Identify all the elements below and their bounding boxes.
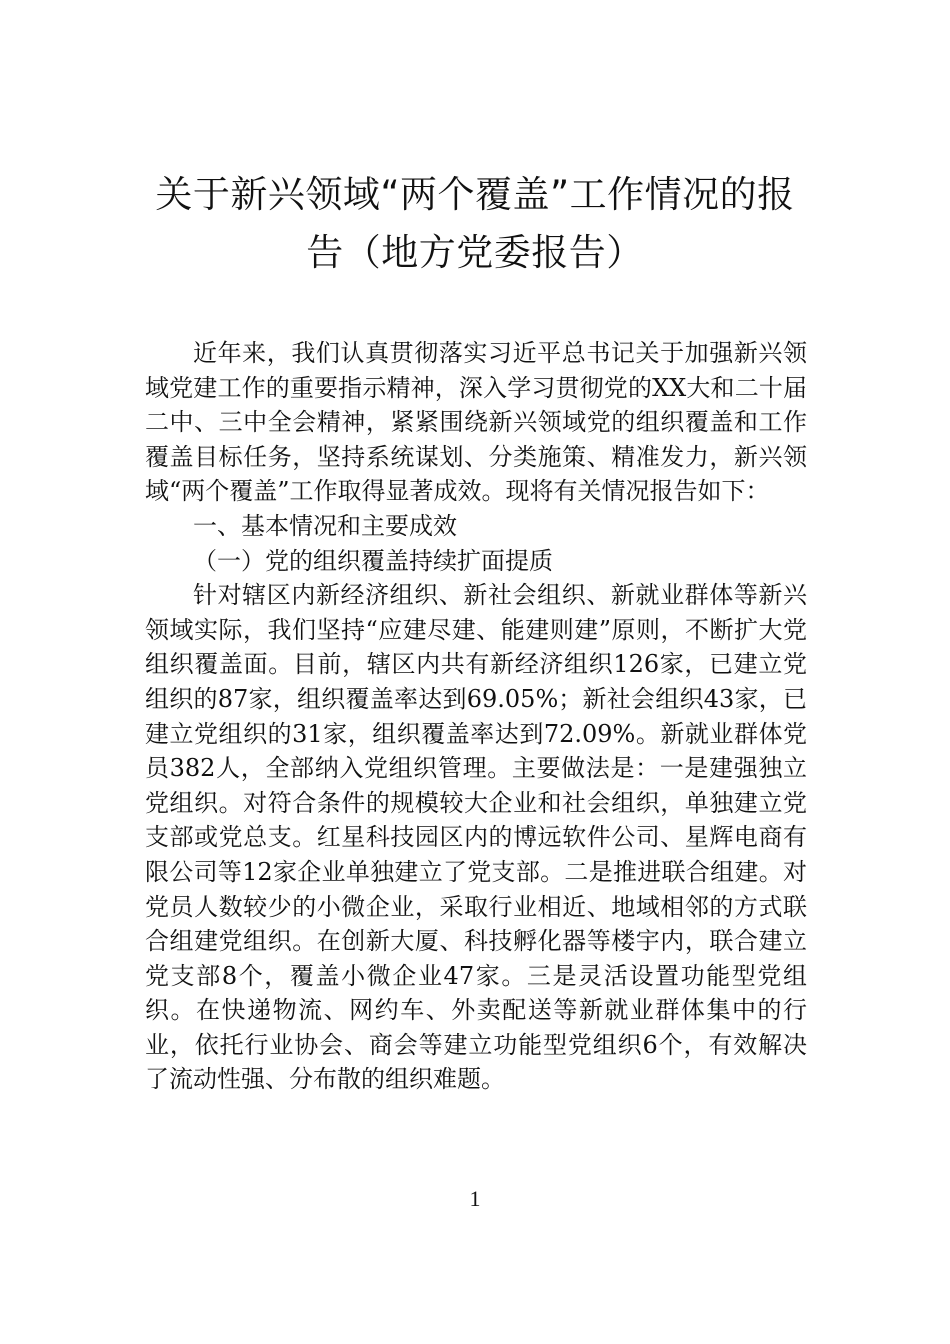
page-number: 1: [469, 1186, 481, 1211]
document-body: [145, 336, 807, 1097]
intro-paragraph: 近年来，我们认真贯彻落实习近平总书记关于加强新兴领域党建工作的重要指示精神，深入学习贯彻党的XX大和二十届二中、三中全会精神，紧紧围绕新兴领域党的组织覆盖和工作覆盖目标任务，坚持系统谋划、分类施策、精准发力，新兴领域“两个覆盖”工作取得显著成效。现将有关情况报告如下：: [145, 339, 807, 506]
section-heading: 一、基本情况和主要成效: [193, 511, 457, 540]
body-paragraph: 针对辖区内新经济组织、新社会组织、新就业群体等新兴领域实际，我们坚持“应建尽建、能建则建”原则，不断扩大党组织覆盖面。目前，辖区内共有新经济组织126家，已建立党组织的87家，组织覆盖率达到69.05%；新社会组织43家，已建立党组织的31家，组织覆盖率达到72.09%。新就业群体党员382人，全部纳入党组织管理。主要做法是：一是建强独立党组织。对符合条件的规模较大企业和社会组织，单独建立党支部或党总支。红星科技园区内的博远软件公司、星辉电商有限公司等12家企业单独建立了党支部。二是推进联合组建。对党员人数较少的小微企业，采取行业相近、地域相邻的方式联合组建党组织。在创新大厦、科技孵化器等楼宇内，联合建立党支部8个，覆盖小微企业47家。三是灵活设置功能型党组织。在快递物流、网约车、外卖配送等新就业群体集中的行业，依托行业协会、商会等建立功能型党组织6个，有效解决了流动性强、分布散的组织难题。: [145, 581, 807, 1094]
subsection-heading: （一）党的组织覆盖持续扩面提质: [193, 546, 553, 575]
document-title: [145, 166, 805, 282]
title-line-2: 告（地方党委报告）: [306, 231, 644, 274]
title-line-1: 关于新兴领域“两个覆盖”工作情况的报: [155, 173, 795, 216]
